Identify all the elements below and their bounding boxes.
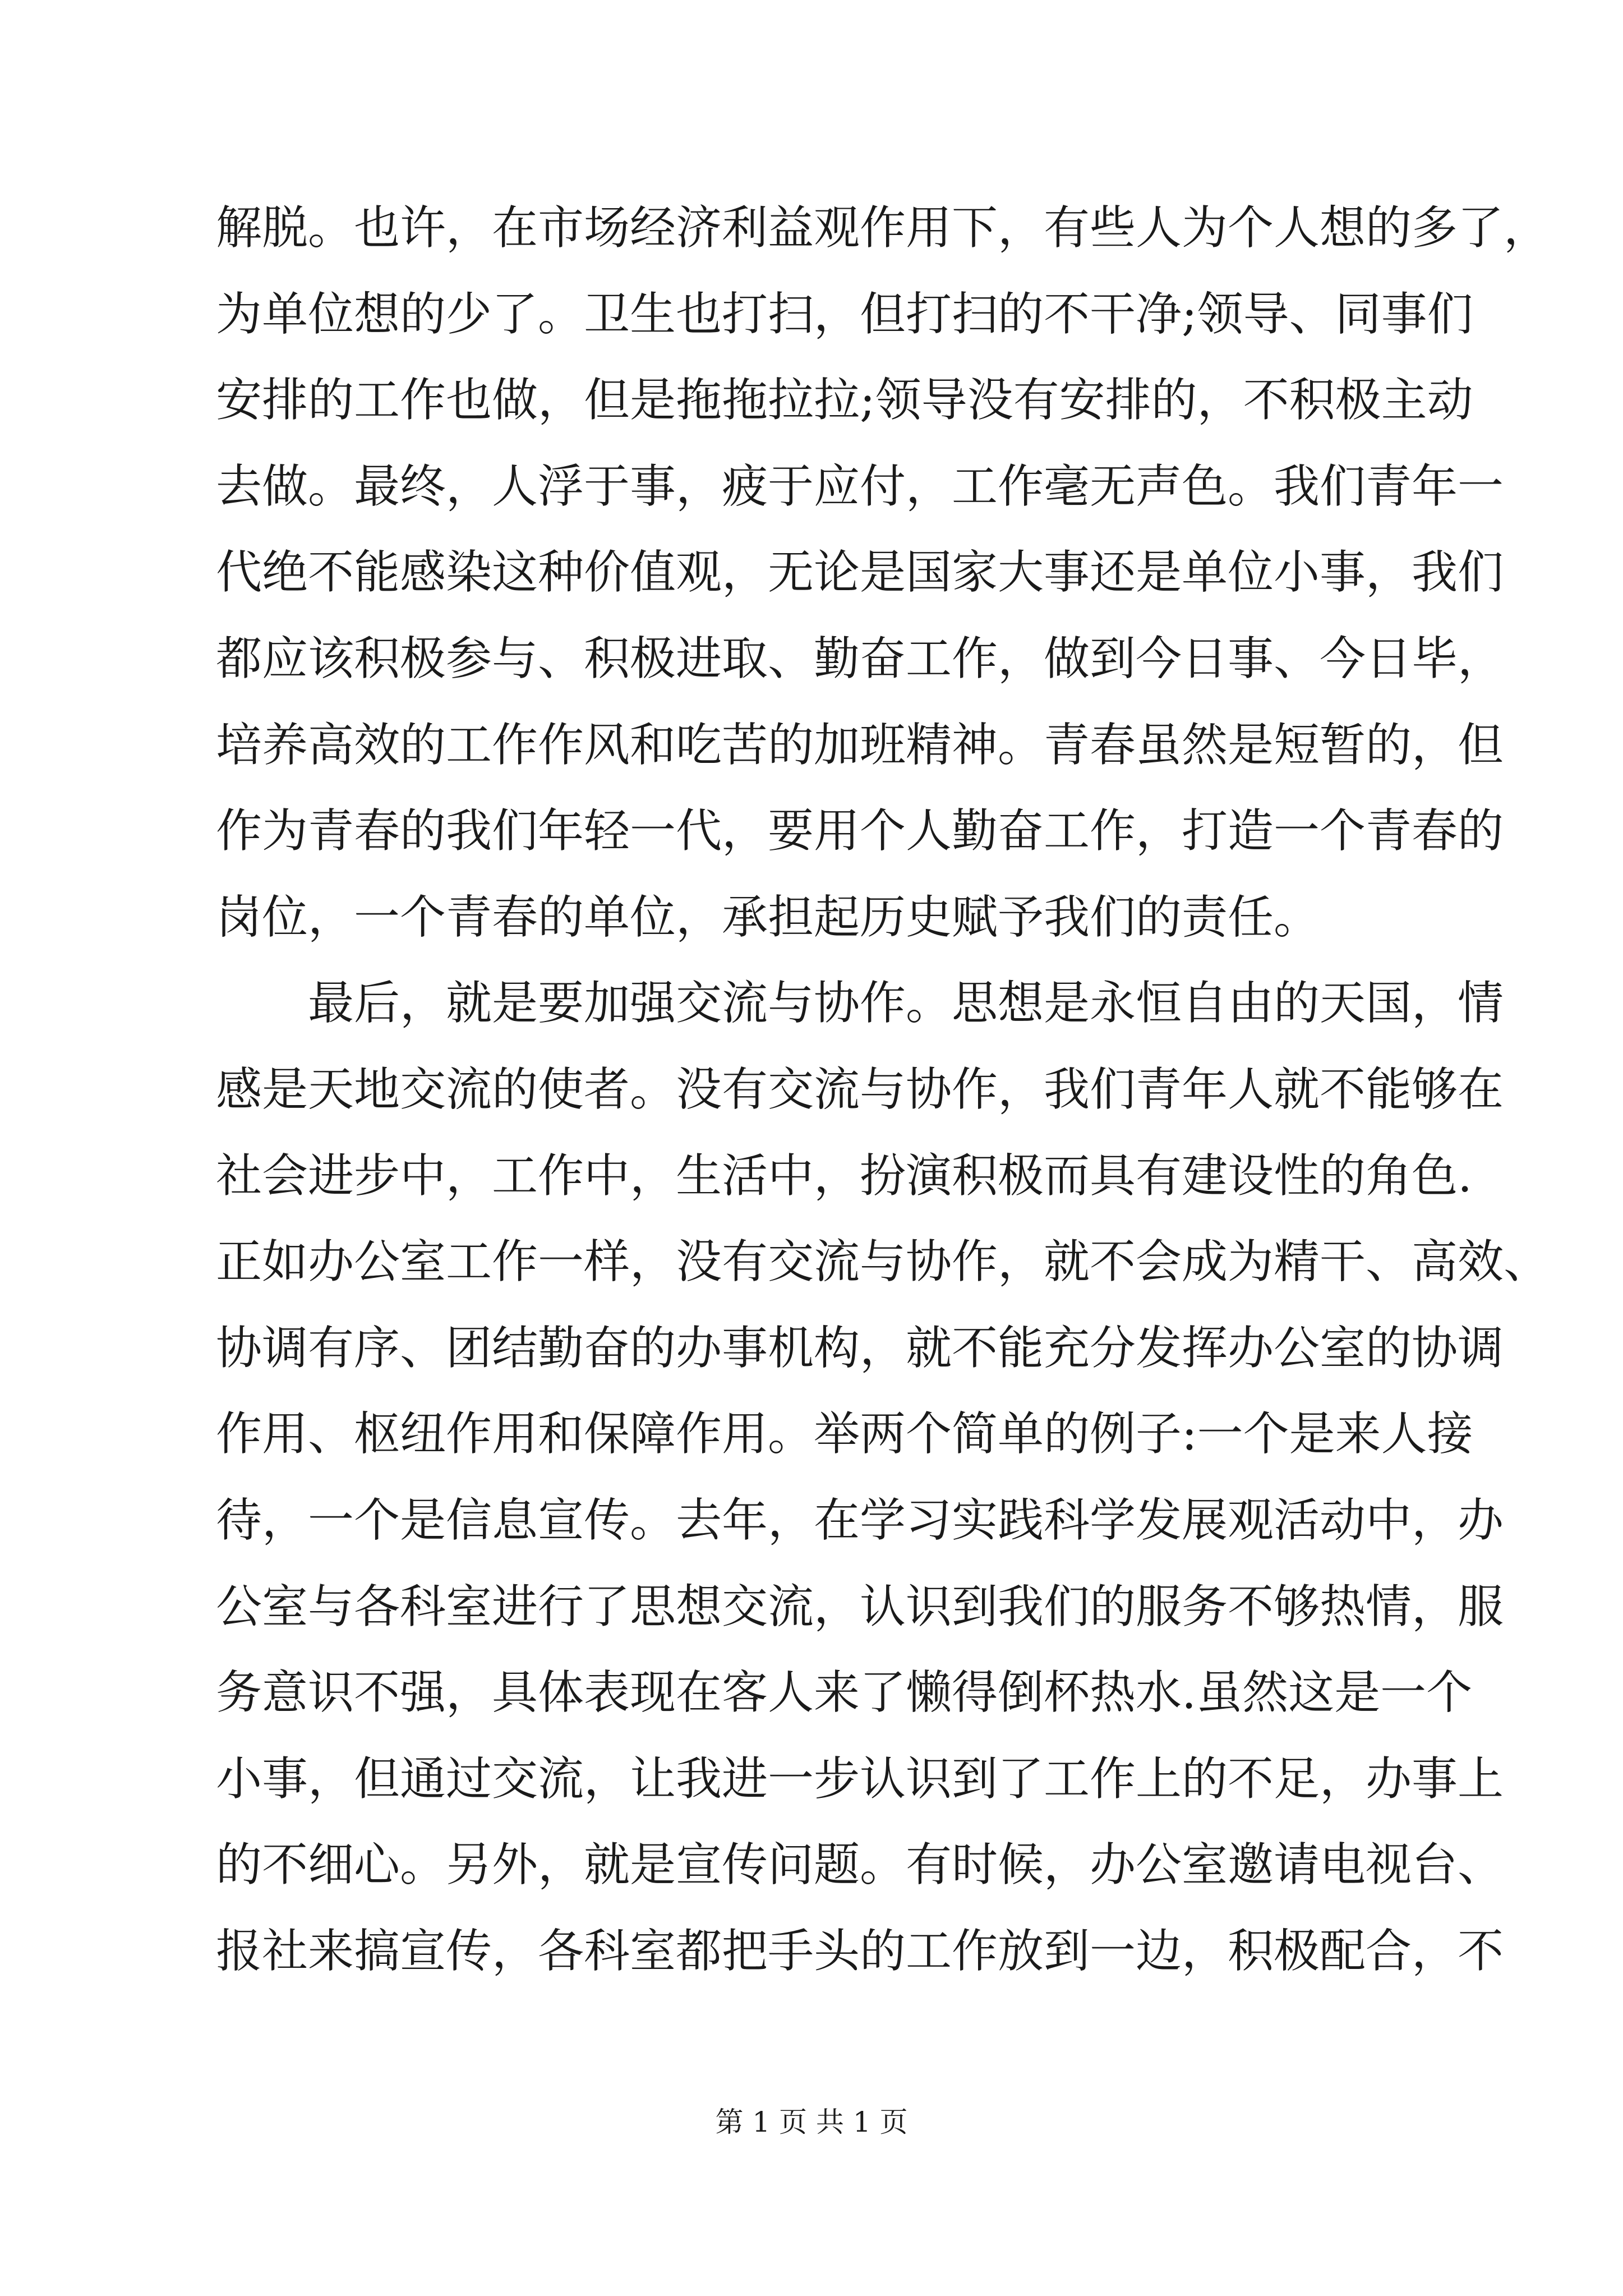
text-line: 待，一个是信息宣传。去年，在学习实践科学发展观活动中，办	[216, 1493, 1504, 1547]
text-line: 感是天地交流的使者。没有交流与协作，我们青年人就不能够在	[216, 1062, 1504, 1116]
text-line: 的不细心。另外，就是宣传问题。有时候，办公室邀请电视台、	[216, 1838, 1504, 1892]
text-line: 社会进步中，工作中，生活中，扮演积极而具有建设性的角色.	[216, 1149, 1473, 1203]
text-line: 作为青春的我们年轻一代，要用个人勤奋工作，打造一个青春的	[216, 804, 1504, 858]
text-line: 正如办公室工作一样，没有交流与协作，就不会成为精干、高效、	[216, 1235, 1550, 1289]
text-line: 代绝不能感染这种价值观，无论是国家大事还是单位小事，我们	[216, 546, 1504, 600]
body-text	[216, 185, 1550, 1994]
text-line: 安排的工作也做，但是拖拖拉拉;领导没有安排的，不积极主动	[216, 374, 1473, 427]
text-line: 务意识不强，具体表现在客人来了懒得倒杯热水.虽然这是一个	[216, 1666, 1473, 1720]
text-line: 报社来搞宣传，各科室都把手头的工作放到一边，积极配合，不	[216, 1924, 1504, 1978]
text-line: 协调有序、团结勤奋的办事机构，就不能充分发挥办公室的协调	[216, 1321, 1504, 1375]
text-line: 最后，就是要加强交流与协作。思想是永恒自由的天国，情	[216, 977, 1504, 1030]
text-line: 都应该积极参与、积极进取、勤奋工作，做到今日事、今日毕，	[216, 632, 1504, 685]
text-line: 为单位想的少了。卫生也打扫，但打扫的不干净;领导、同事们	[216, 287, 1473, 341]
page-footer: 第 1 页 共 1 页	[715, 2106, 908, 2138]
text-line: 解脱。也许，在市场经济利益观作用下，有些人为个人想的多了，	[216, 201, 1550, 255]
text-line: 去做。最终，人浮于事，疲于应付，工作毫无声色。我们青年一	[216, 459, 1504, 513]
text-line: 岗位，一个青春的单位，承担起历史赋予我们的责任。	[216, 890, 1320, 944]
text-line: 小事，但通过交流，让我进一步认识到了工作上的不足，办事上	[216, 1752, 1504, 1806]
text-line: 作用、枢纽作用和保障作用。举两个简单的例子:一个是来人接	[216, 1407, 1473, 1461]
text-line: 公室与各科室进行了思想交流，认识到我们的服务不够热情，服	[216, 1580, 1504, 1634]
text-line: 培养高效的工作作风和吃苦的加班精神。青春虽然是短暂的，但	[216, 718, 1504, 772]
